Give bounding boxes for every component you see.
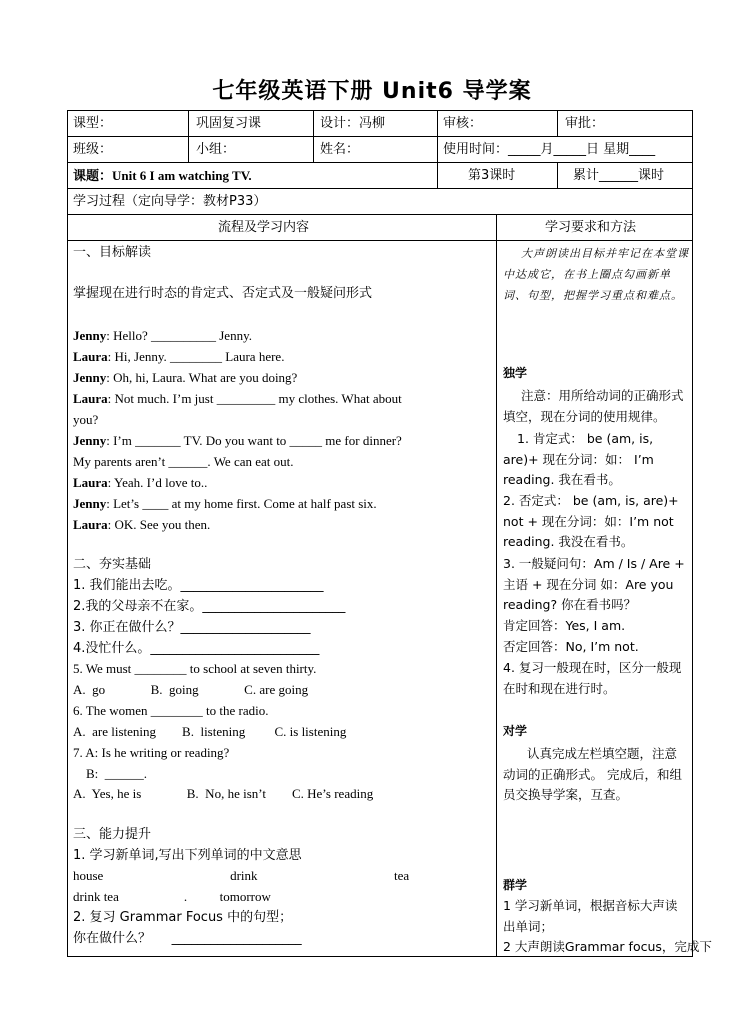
rule-item: 否定回答：No, I’m not. xyxy=(503,639,639,654)
col-divider xyxy=(313,110,314,162)
col-divider xyxy=(437,162,438,188)
rule-item: 3. 一般疑问句：Am / Is / Are + 主语 + 现在分词 如：Are you reading? 你在看书吗？ xyxy=(503,556,685,612)
self-study-note: 注意：用所给动词的正确形式填空，现在分词的使用规律。 xyxy=(503,388,684,424)
exercise-item: 2.我的父母亲不在家。______________________ xyxy=(73,599,346,614)
exercise-options: A. are listening B. listening C. is listening xyxy=(73,724,347,739)
word-list: house drink tea xyxy=(73,868,410,883)
dialog-line: Laura: Hi, Jenny. ________ Laura here. xyxy=(73,349,285,364)
col-divider xyxy=(437,110,438,162)
dialog-line: Jenny: Let’s ____ at my home first. Come at half past six. xyxy=(73,496,377,511)
group-study-item: 2 大声朗读Grammar focus，完成下 xyxy=(503,939,712,954)
dialog-line: Jenny: I’m _______ TV. Do you want to _____ me for dinner? xyxy=(73,433,402,448)
task-item: 你在做什么？ ____________________ xyxy=(73,931,302,946)
exercise-item: B: ______. xyxy=(73,766,148,781)
rule-item: 1. 肯定式： be (am, is, are)+ 现在分词：如： I’m reading. 我在看书。 xyxy=(503,431,654,487)
intro-instructions: 大声朗读出目标并牢记在本堂课中达成它，在书上圈点勾画新单词、句型，把握学习重点和难点。 xyxy=(503,247,689,302)
section-1-goal: 掌握现在进行时态的肯定式、否定式及一般疑问形式 xyxy=(73,286,373,301)
left-column-head: 流程及学习内容 xyxy=(218,220,310,235)
col-divider xyxy=(557,110,558,136)
usage-time-label: 使用时间：_____月_____日 星期____ xyxy=(443,142,656,157)
pair-study-text: 认真完成左栏填空题，注意动词的正确形式。 完成后，和组员交换导学案，互查。 xyxy=(503,746,682,802)
rule-item: 2. 否定式： be (am, is, are)+ not + 现在分词：如：I’m not reading. 我没在看书。 xyxy=(503,493,679,549)
row-divider xyxy=(67,162,693,163)
dialog-line: My parents aren’t ______. We can eat out. xyxy=(73,454,294,469)
section-2-title: 二、夯实基础 xyxy=(73,557,152,572)
group-label: 小组： xyxy=(196,142,236,157)
total-period-label: 累计______课时 xyxy=(573,168,665,183)
dialog-line: Jenny: Oh, hi, Laura. What are you doing? xyxy=(73,370,298,385)
name-label: 姓名： xyxy=(320,142,360,157)
dialog-line: you? xyxy=(73,412,99,427)
group-study-item: 1 学习新单词，根据音标大声读出单词； xyxy=(503,898,678,934)
col-divider xyxy=(188,110,189,162)
class-label: 班级： xyxy=(73,142,113,157)
topic-label: 课题：Unit 6 I am watching TV. xyxy=(73,168,252,183)
row-divider xyxy=(67,240,693,241)
dialog-line: Laura: Yeah. I’d love to.. xyxy=(73,475,208,490)
right-column-head: 学习要求和方法 xyxy=(545,220,637,235)
task-item: 2. 复习 Grammar Focus 中的句型； xyxy=(73,910,293,925)
learning-process-label: 学习过程（定向导学：教材P33） xyxy=(73,194,267,209)
lesson-type-label: 课型： xyxy=(73,116,113,131)
section-3-title: 三、能力提升 xyxy=(73,827,152,842)
exercise-options: A. go B. going C. are going xyxy=(73,682,309,697)
designer-label: 设计：冯柳 xyxy=(320,116,386,131)
col-divider xyxy=(557,162,558,188)
dialog-line: Laura: Not much. I’m just _________ my clothes. What about xyxy=(73,391,402,406)
exercise-item: 7. A: Is he writing or reading? xyxy=(73,745,230,760)
self-study-heading: 独学 xyxy=(503,366,528,380)
exercise-options: A. Yes, he is B. No, he isn’t C. He’s reading xyxy=(73,786,374,801)
dialog-line: Laura: OK. See you then. xyxy=(73,517,211,532)
rule-item: 肯定回答：Yes, I am. xyxy=(503,618,626,633)
approver-label: 审批： xyxy=(565,116,605,131)
reviewer-label: 审核： xyxy=(443,116,483,131)
col-divider xyxy=(496,214,497,957)
row-divider xyxy=(67,188,693,189)
rule-item: 4. 复习一般现在时，区分一般现在时和现在进行时。 xyxy=(503,660,682,696)
word-list: drink tea . tomorrow xyxy=(73,889,271,904)
row-divider xyxy=(67,214,693,215)
pair-study-heading: 对学 xyxy=(503,724,528,738)
exercise-item: 1. 我们能出去吃。______________________ xyxy=(73,578,324,593)
page-title: 七年级英语下册 Unit6 导学案 xyxy=(212,79,532,104)
dialog-line: Jenny: Hello? __________ Jenny. xyxy=(73,328,252,343)
exercise-item: 6. The women ________ to the radio. xyxy=(73,703,269,718)
exercise-item: 3. 你正在做什么？____________________ xyxy=(73,620,311,635)
row-divider xyxy=(67,136,693,137)
exercise-item: 5. We must ________ to school at seven thirty. xyxy=(73,661,317,676)
period-label: 第3课时 xyxy=(468,168,516,183)
exercise-item: 4.没忙什么。__________________________ xyxy=(73,641,320,656)
task-item: 1. 学习新单词,写出下列单词的中文意思 xyxy=(73,848,302,863)
group-study-heading: 群学 xyxy=(503,878,528,892)
lesson-type-value: 巩固复习课 xyxy=(196,116,262,131)
section-1-title: 一、目标解读 xyxy=(73,245,152,260)
